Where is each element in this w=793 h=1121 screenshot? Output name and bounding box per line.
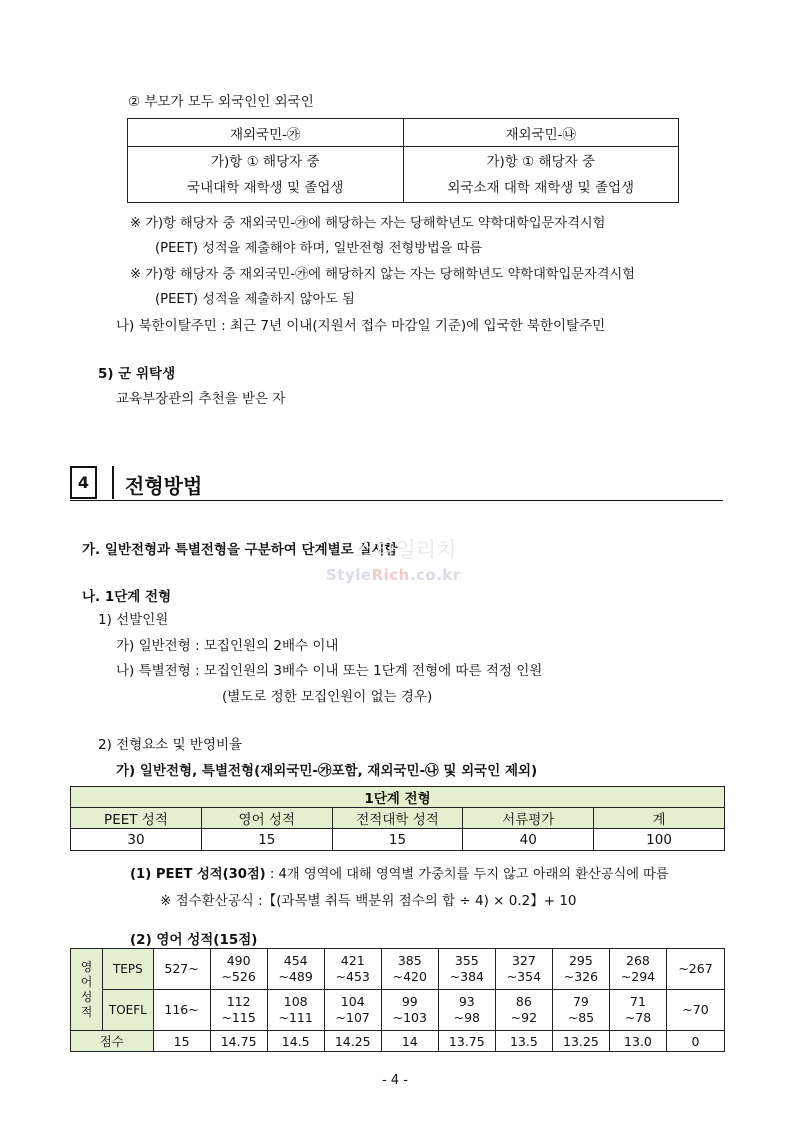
selection-heading: 1) 선발인원 [98,612,169,628]
peet-line: (1) PEET 성적(30점) : 4개 영역에 대해 영역별 가중치를 두지 않고 아래의 환산공식에 따름 [130,867,669,882]
stage1-header: 서류평가 [463,808,594,829]
toefl-range: 86 ~92 [495,990,552,1031]
score-value: 14.5 [267,1031,324,1052]
note-1-line1: ※ 가)항 해당자 중 재외국민-㉮에 해당하는 자는 당해학년도 약학대학입문자격시험 [130,216,606,231]
factors-heading: 2) 전형요소 및 반영비율 [98,737,243,753]
score-value: 14.25 [324,1031,381,1052]
teps-range: 454 ~489 [267,949,324,990]
teps-range: 268 ~294 [609,949,666,990]
stage1-header: 영어 성적 [201,808,332,829]
stage1-header: 전적대학 성적 [332,808,463,829]
stage1-header: PEET 성적 [71,808,202,829]
selection-special: 나) 특별전형 : 모집인원의 3배수 이내 또는 1단계 전형에 따른 적정 인원 [116,663,543,679]
stage1-header: 계 [594,808,725,829]
stage1-value: 15 [332,829,463,851]
teps-range: 295 ~326 [552,949,609,990]
teps-range: 327 ~354 [495,949,552,990]
toefl-range: 108 ~111 [267,990,324,1031]
ga-heading: 가. 일반전형과 특별전형을 구분하여 단계별로 실시함 [82,542,398,558]
score-value: 13.5 [495,1031,552,1052]
peet-formula: ※ 점수환산공식 :【(과목별 취득 백분위 점수의 합 ÷ 4) × 0.2】+ 10 [160,893,577,909]
toefl-range: 112 ~115 [210,990,267,1031]
teps-label: TEPS [103,949,153,990]
overseas-header-a: 재외국민-㉮ [128,119,404,147]
item-foreign-parents: ② 부모가 모두 외국인인 외국인 [128,94,314,110]
note-1-line2: (PEET) 성적을 제출해야 하며, 일반전형 전형방법을 따름 [155,241,483,256]
section-underline [70,500,723,501]
note-2-line1: ※ 가)항 해당자 중 재외국민-㉮에 해당하지 않는 자는 당해학년도 약학대학입문자격시험 [130,267,635,282]
score-value: 14.75 [210,1031,267,1052]
stage1-title: 1단계 전형 [71,787,725,808]
score-value: 0 [666,1031,724,1052]
military-heading: 5) 군 위탁생 [98,366,176,382]
score-value: 13.25 [552,1031,609,1052]
toefl-range: 93 ~98 [438,990,495,1031]
english-side-label: 영 어 성 적 [71,949,103,1031]
stage1-value: 30 [71,829,202,851]
toefl-range: 71 ~78 [609,990,666,1031]
section-number-box: 4 [70,466,97,499]
stage1-value: 15 [201,829,332,851]
toefl-range: ~70 [666,990,724,1031]
selection-general: 가) 일반전형 : 모집인원의 2배수 이내 [116,638,339,654]
score-value: 15 [153,1031,210,1052]
stage1-value: 100 [594,829,725,851]
page-number: - 4 - [382,1073,408,1088]
toefl-range: 99 ~103 [381,990,438,1031]
score-value: 14 [381,1031,438,1052]
watermark-korean: 스타일리치 [355,538,457,562]
overseas-cell-a: 가)항 ① 해당자 중 국내대학 재학생 및 졸업생 [128,147,404,203]
teps-range: 490 ~526 [210,949,267,990]
teps-range: 385 ~420 [381,949,438,990]
overseas-header-b: 재외국민-㉯ [403,119,679,147]
english-heading: (2) 영어 성적(15점) [130,932,258,948]
military-text: 교육부장관의 추천을 받은 자 [116,391,286,407]
english-table [70,948,725,1052]
na-heading: 나. 1단계 전형 [82,589,172,605]
teps-range: ~267 [666,949,724,990]
stage1-value: 40 [463,829,594,851]
selection-special-note: (별도로 정한 모집인원이 없는 경우) [222,689,433,705]
score-label: 점수 [71,1031,154,1052]
overseas-cell-b: 가)항 ① 해당자 중 외국소재 대학 재학생 및 졸업생 [403,147,679,203]
watermark-logo: StyleRich.co.kr [326,566,461,584]
overseas-table [127,118,679,203]
score-value: 13.75 [438,1031,495,1052]
factors-subheading: 가) 일반전형, 특별전형(재외국민-㉮포함, 재외국민-㉯ 및 외국인 제외) [116,763,538,779]
score-value: 13.0 [609,1031,666,1052]
toefl-range: 79 ~85 [552,990,609,1031]
teps-range: 527~ [153,949,210,990]
north-korean-defectors: 나) 북한이탈주민 : 최근 7년 이내(지원서 접수 마감일 기준)에 입국한 북한이탈주민 [116,318,606,334]
teps-range: 421 ~453 [324,949,381,990]
teps-range: 355 ~384 [438,949,495,990]
section-divider [112,466,114,499]
note-2-line2: (PEET) 성적을 제출하지 않아도 됨 [155,292,355,307]
stage1-table [70,786,725,851]
toefl-label: TOEFL [103,990,153,1031]
toefl-range: 116~ [153,990,210,1031]
toefl-range: 104 ~107 [324,990,381,1031]
section-title: 전형방법 [125,474,203,498]
